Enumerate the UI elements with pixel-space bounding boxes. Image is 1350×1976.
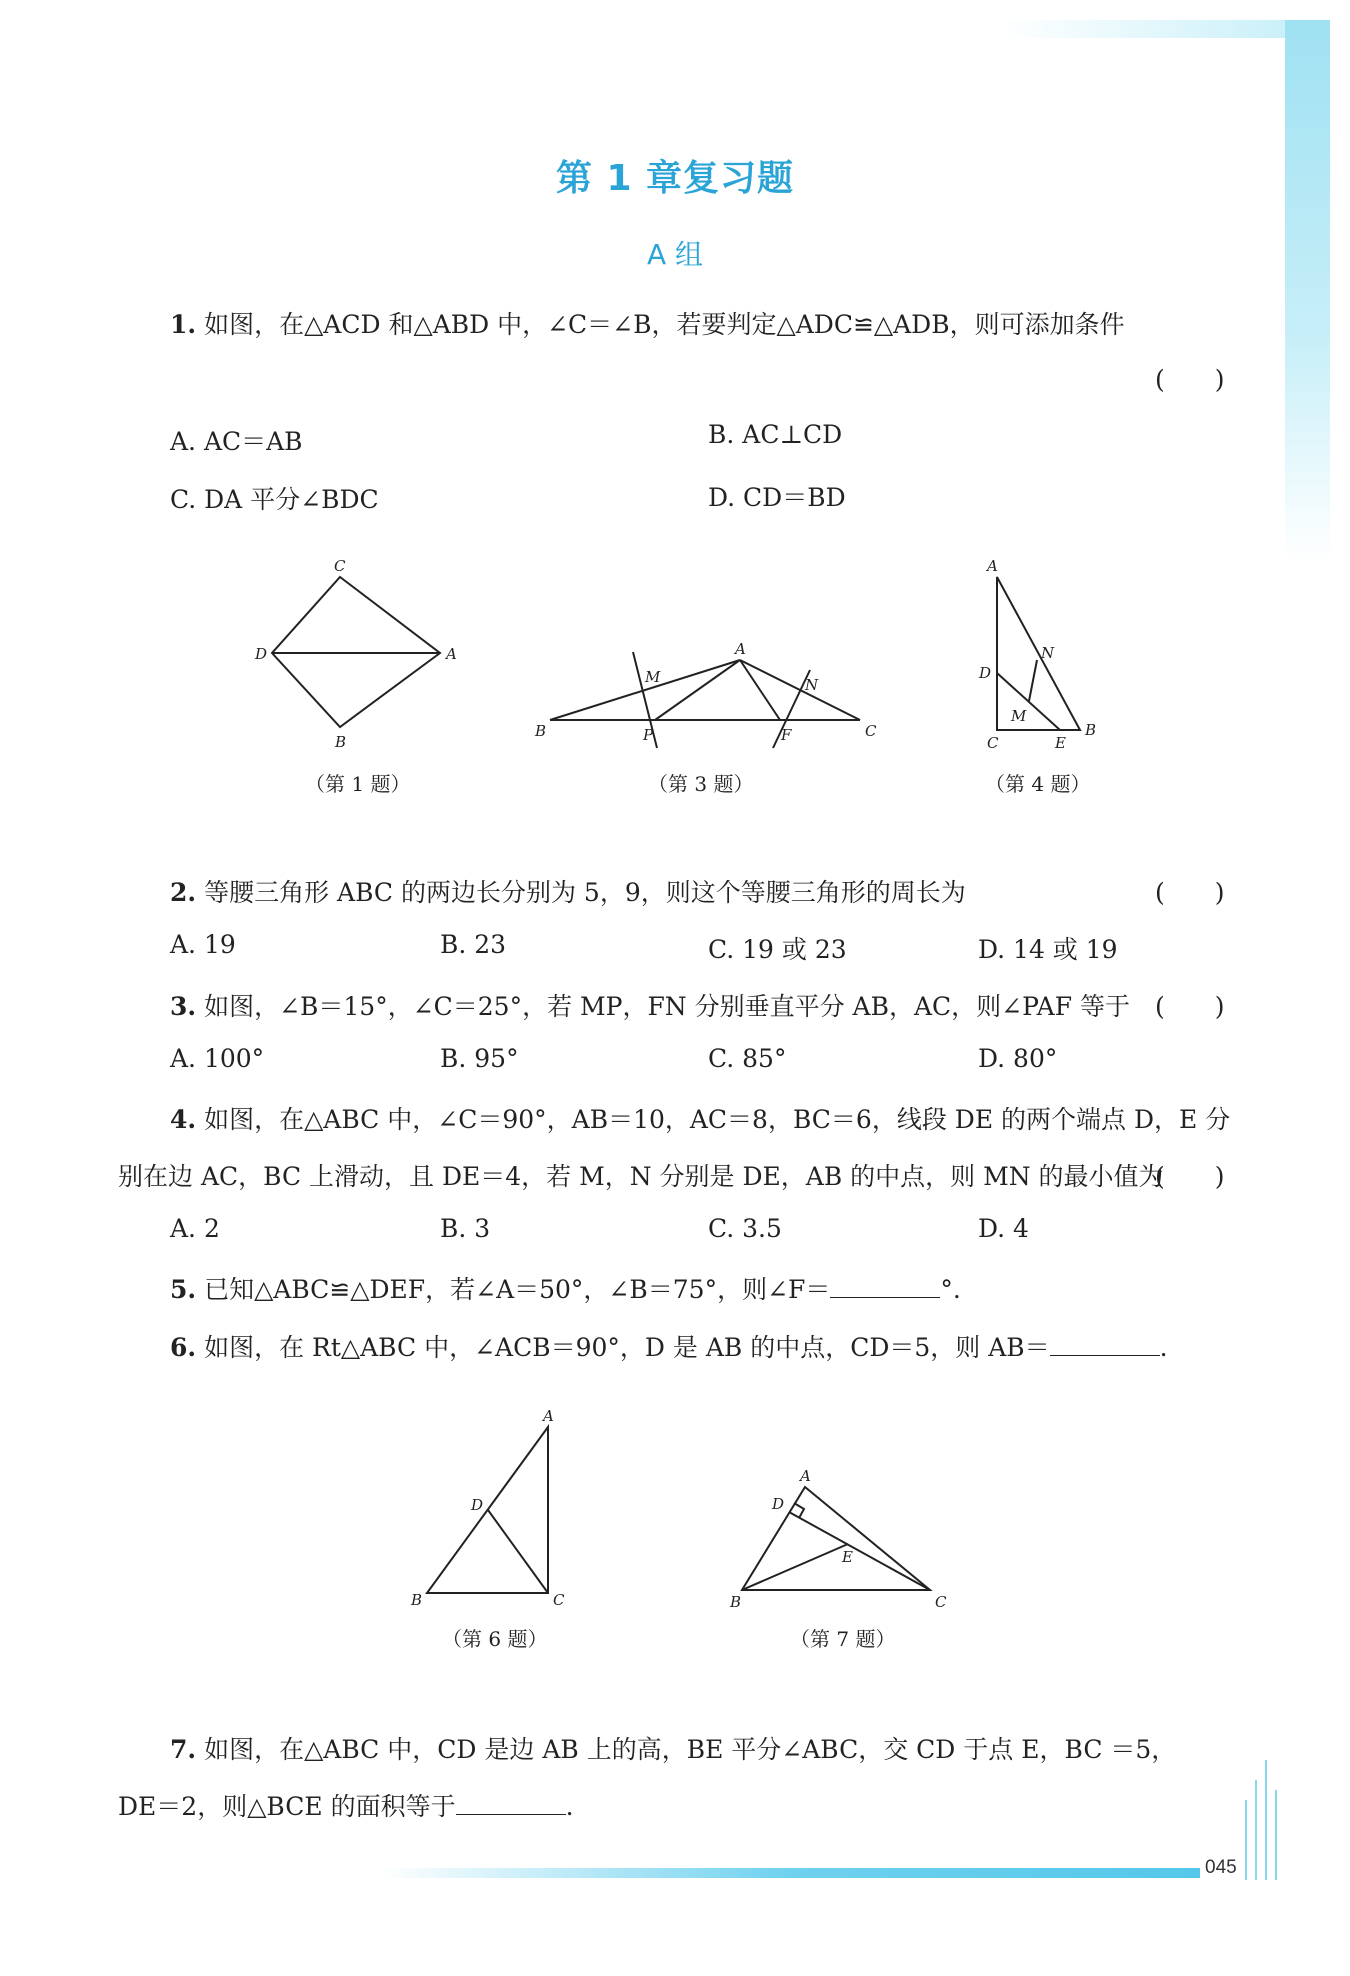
label-b: B <box>1085 721 1097 739</box>
segment-de <box>997 673 1060 730</box>
option-a: A. 2 <box>170 1214 220 1243</box>
question-7-line-2 <box>118 1787 574 1823</box>
option-b: B. 23 <box>440 930 507 959</box>
label-a: A <box>987 557 998 575</box>
label-b: B <box>335 733 347 751</box>
chapter-title: 第 1 章复习题 <box>555 158 795 199</box>
option-d: D. 80° <box>978 1044 1058 1073</box>
question-text: 如图，在△ABC 中，∠C＝90°，AB＝10，AC＝8，BC＝6，线段 DE 的两个端点 D，E 分 <box>204 1105 1231 1134</box>
question-text: 已知△ABC≌△DEF，若∠A＝50°，∠B＝75°，则∠F＝ <box>204 1275 831 1304</box>
answer-blank[interactable] <box>456 1794 566 1815</box>
label-b: B <box>730 1593 742 1611</box>
question-3 <box>170 987 1130 1023</box>
option-b: B. AC⊥CD <box>708 420 843 449</box>
label-d: D <box>255 645 268 663</box>
option-b: B. 3 <box>440 1214 491 1243</box>
question-number: 4. <box>170 1105 197 1134</box>
question-text: 如图，在 Rt△ABC 中，∠ACB＝90°，D 是 AB 的中点，CD＝5，则 AB＝ <box>204 1333 1050 1362</box>
label-e: E <box>842 1548 853 1566</box>
question-suffix: . <box>1159 1333 1168 1362</box>
figure-1 <box>250 555 470 755</box>
question-text: 如图，在△ACD 和△ABD 中，∠C＝∠B，若要判定△ADC≌△ADB，则可添加条件 <box>204 310 1125 339</box>
option-d: D. 4 <box>978 1214 1029 1243</box>
label-n: N <box>805 676 819 694</box>
median-cd <box>488 1510 548 1593</box>
question-text: 如图，∠B＝15°，∠C＝25°，若 MP，FN 分别垂直平分 AB，AC，则∠PAF 等于 <box>204 992 1130 1021</box>
group-heading: A 组 <box>646 238 704 271</box>
answer-paren: ( ) <box>1155 1162 1225 1191</box>
label-b: B <box>535 722 547 740</box>
figure-7 <box>730 1465 950 1615</box>
caption-fig-4: （第 4 题） <box>985 772 1091 796</box>
label-c: C <box>935 1593 947 1611</box>
answer-blank[interactable] <box>1050 1335 1160 1356</box>
figure-6 <box>405 1405 585 1615</box>
label-n: N <box>1041 644 1055 662</box>
label-a: A <box>543 1407 554 1425</box>
option-b: B. 95° <box>440 1044 519 1073</box>
answer-paren: ( ) <box>1155 365 1225 394</box>
answer-paren: ( ) <box>1155 878 1225 907</box>
question-2 <box>170 873 966 909</box>
option-a: A. 100° <box>170 1044 265 1073</box>
label-f: F <box>781 726 792 744</box>
label-c: C <box>553 1591 565 1609</box>
question-6 <box>170 1328 1168 1364</box>
question-4-line-2: 别在边 AC，BC 上滑动，且 DE＝4，若 M，N 分别是 DE，AB 的中点，则 MN 的最小值为 <box>118 1162 1164 1191</box>
option-d: D. 14 或 19 <box>978 935 1118 964</box>
label-d: D <box>979 664 992 682</box>
question-number: 1. <box>170 310 197 339</box>
question-number: 2. <box>170 878 197 907</box>
question-text: DE＝2，则△BCE 的面积等于 <box>118 1792 456 1821</box>
figure-3 <box>535 640 875 760</box>
question-suffix: °. <box>940 1275 961 1304</box>
option-c: C. 3.5 <box>708 1214 782 1243</box>
caption-fig-6: （第 6 题） <box>442 1627 548 1651</box>
option-c: C. 85° <box>708 1044 787 1073</box>
figure-4 <box>975 555 1115 755</box>
question-text: 等腰三角形 ABC 的两边长分别为 5，9，则这个等腰三角形的周长为 <box>204 878 966 907</box>
question-text: 如图，在△ABC 中，CD 是边 AB 上的高，BE 平分∠ABC，交 CD 于点 E，BC ＝5， <box>204 1735 1177 1764</box>
label-m: M <box>645 668 661 686</box>
option-c: C. 19 或 23 <box>708 935 847 964</box>
label-c: C <box>987 734 999 752</box>
answer-blank[interactable] <box>830 1277 940 1298</box>
label-d: D <box>471 1496 484 1514</box>
question-7-line-1 <box>170 1730 1176 1766</box>
label-b: B <box>411 1591 423 1609</box>
question-number: 5. <box>170 1275 197 1304</box>
altitude-cd <box>789 1512 930 1590</box>
label-c: C <box>865 722 877 740</box>
question-number: 7. <box>170 1735 197 1764</box>
caption-fig-1: （第 1 题） <box>305 772 411 796</box>
label-c: C <box>334 557 346 575</box>
caption-fig-3: （第 3 题） <box>648 772 754 796</box>
side-decor-band <box>1285 20 1330 560</box>
page-number: 045 <box>1205 1857 1237 1878</box>
caption-fig-7: （第 7 题） <box>790 1627 896 1651</box>
option-c: C. DA 平分∠BDC <box>170 485 379 514</box>
top-decor-band <box>1000 20 1330 38</box>
bisector-be <box>742 1544 848 1590</box>
option-a: A. 19 <box>170 930 236 959</box>
question-4-line-1 <box>170 1100 1230 1136</box>
answer-paren: ( ) <box>1155 992 1225 1021</box>
label-d: D <box>772 1495 785 1513</box>
label-m: M <box>1011 707 1027 725</box>
segment-ap <box>655 660 740 720</box>
bottom-decor-band <box>380 1868 1200 1878</box>
segment-mn <box>1029 660 1037 701</box>
edge-decor-lines <box>1245 1760 1290 1880</box>
label-a: A <box>446 645 457 663</box>
option-d: D. CD＝BD <box>708 483 846 512</box>
question-1 <box>170 305 1125 341</box>
label-a: A <box>800 1467 811 1485</box>
label-e: E <box>1055 734 1066 752</box>
question-5 <box>170 1270 961 1306</box>
option-a: A. AC＝AB <box>170 427 303 456</box>
label-a: A <box>735 640 746 658</box>
triangle-acb <box>997 577 1080 730</box>
question-suffix: . <box>565 1792 574 1821</box>
label-p: P <box>643 726 654 744</box>
question-number: 6. <box>170 1333 197 1362</box>
question-number: 3. <box>170 992 197 1021</box>
